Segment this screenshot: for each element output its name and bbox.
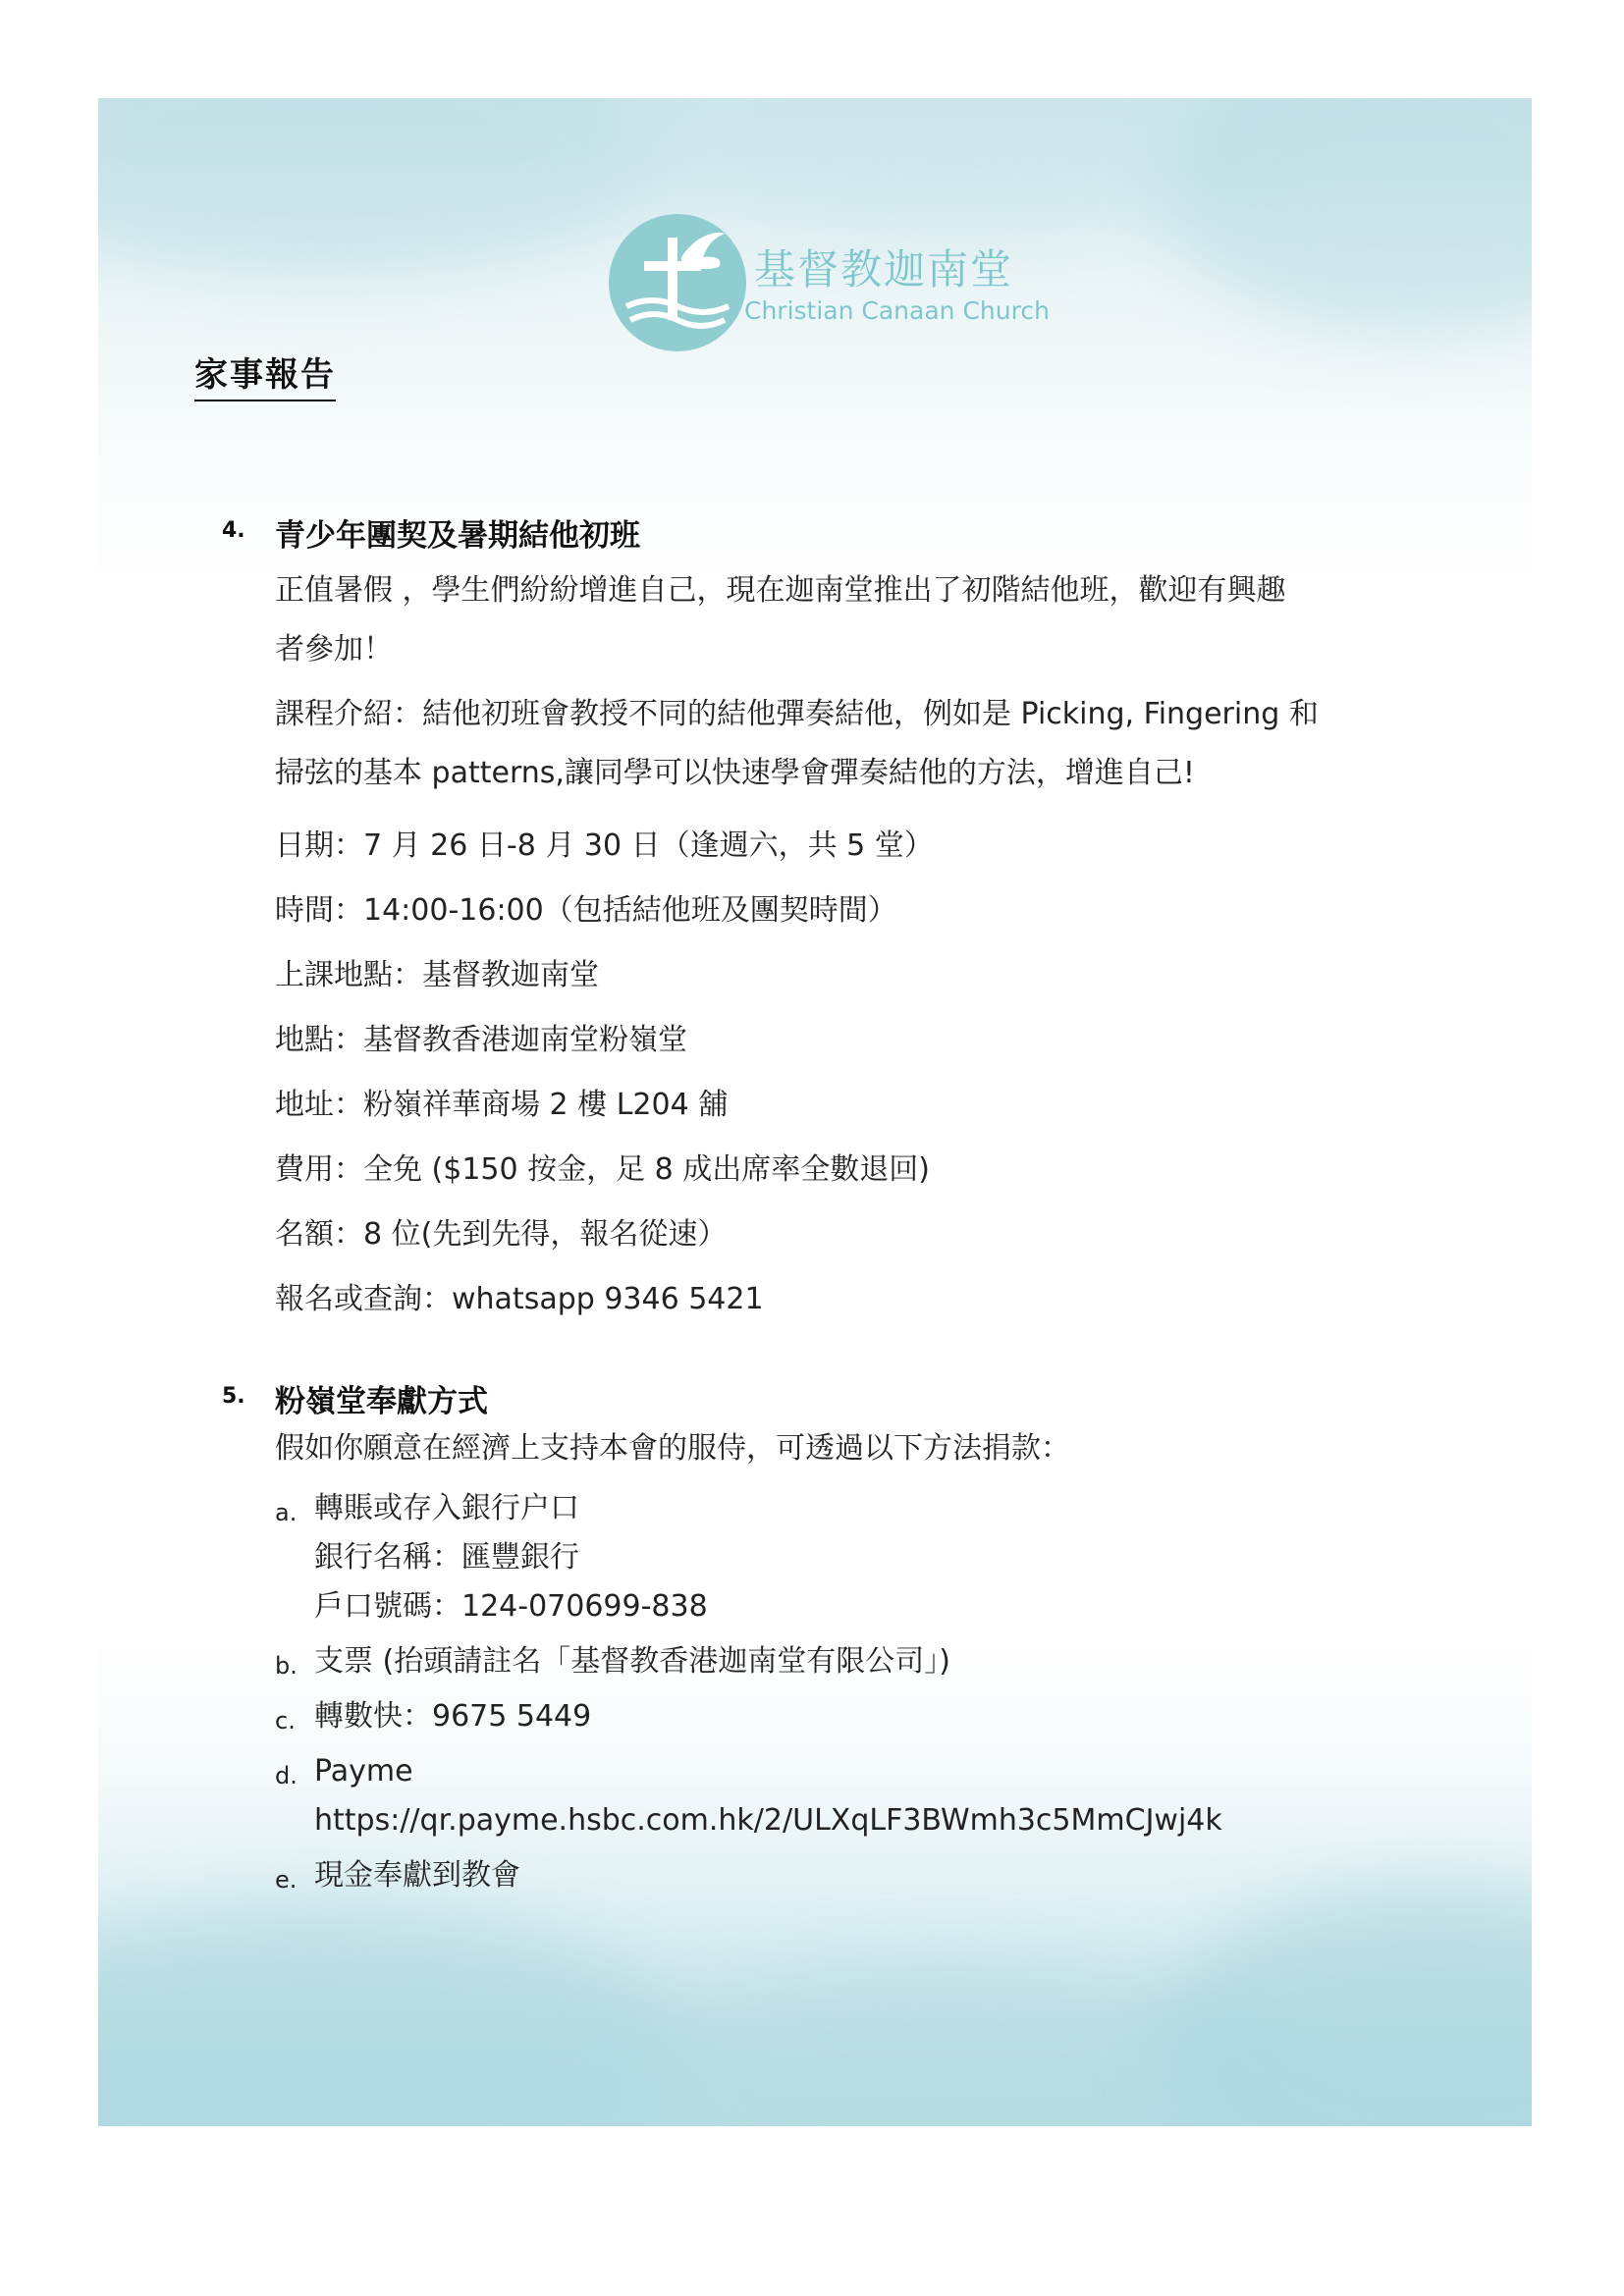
course-line: 掃弦的基本 patterns,讓同學可以快速學會彈奏結他的方法，增進自己!	[275, 756, 1195, 790]
enquiry-line: 報名或查詢：whatsapp 9346 5421	[275, 1282, 764, 1316]
list-marker: a.	[275, 1499, 298, 1526]
course-paragraph	[222, 685, 1459, 803]
list-item-line: 現金奉獻到教會	[314, 1858, 520, 1893]
class-venue-line: 上課地點：基督教迦南堂	[275, 958, 599, 992]
section-offering	[222, 1376, 1459, 1900]
intro-line: 正值暑假 ，學生們紛紛增進自己，現在迦南堂推出了初階結他班，歡迎有興趣	[275, 573, 1286, 608]
logo-emblem	[609, 214, 746, 351]
time-line: 時間：14:00-16:00（包括結他班及團契時間）	[275, 893, 897, 928]
list-marker: b.	[275, 1652, 298, 1680]
page-heading: 家事報告	[194, 347, 336, 401]
list-item	[222, 1692, 1459, 1741]
section-number: 5.	[222, 1384, 245, 1409]
list-item	[222, 1637, 1459, 1686]
cross-dove-icon	[609, 214, 746, 351]
section-title	[222, 510, 1459, 556]
announcement-page	[98, 98, 1532, 2126]
watercolor-wash	[1159, 1885, 1532, 2126]
intro-paragraph	[222, 561, 1459, 679]
date-line: 日期：7 月 26 日-8 月 30 日（逢週六，共 5 堂）	[275, 828, 934, 863]
list-item	[222, 1484, 1459, 1631]
section-title	[222, 1376, 1459, 1421]
church-logo	[609, 214, 1050, 351]
list-marker: e.	[275, 1866, 298, 1894]
offering-intro: 假如你願意在經濟上支持本會的服侍，可透過以下方法捐款：	[275, 1431, 1070, 1466]
list-marker: d.	[275, 1762, 298, 1789]
list-item-line: 轉數快：9675 5449	[314, 1699, 592, 1734]
watercolor-wash	[98, 98, 668, 275]
list-item-line: Payme	[314, 1754, 413, 1789]
section-number: 4.	[222, 518, 245, 543]
list-marker: c.	[275, 1707, 296, 1735]
watercolor-wash	[1159, 98, 1532, 334]
logo-name-chinese: 基督教迦南堂	[754, 245, 1014, 294]
list-item-line: 戶口號碼：124-070699-838	[314, 1589, 708, 1624]
list-item	[222, 1851, 1459, 1900]
fee-line: 費用：全免 ($150 按金，足 8 成出席率全數退回)	[275, 1152, 930, 1187]
venue-line: 地點：基督教香港迦南堂粉嶺堂	[275, 1023, 687, 1057]
list-item-line: 轉賬或存入銀行户口	[314, 1491, 579, 1525]
quota-line: 名額：8 位(先到先得，報名從速）	[275, 1217, 728, 1252]
list-item-line: 支票 (抬頭請註名「基督教香港迦南堂有限公司」)	[314, 1644, 950, 1679]
section-title-text: 粉嶺堂奉獻方式	[275, 1384, 488, 1419]
intro-line: 者參加！	[275, 632, 393, 667]
logo-name-english: Christian Canaan Church	[744, 296, 1050, 325]
course-line: 課程介紹：結他初班會教授不同的結他彈奏結他，例如是 Picking, Fingering 和	[275, 697, 1319, 731]
list-item	[222, 1747, 1459, 1845]
list-item-line: 銀行名稱：匯豐銀行	[314, 1540, 579, 1575]
watercolor-wash	[98, 1904, 687, 2126]
section-guitar-class	[222, 510, 1459, 1321]
address-line: 地址：粉嶺祥華商場 2 樓 L204 舖	[275, 1088, 729, 1122]
section-title-text: 青少年團契及暑期結他初班	[275, 518, 640, 554]
payme-link[interactable]: https://qr.payme.hsbc.com.hk/2/ULXqLF3BWmh3c5MmCJwj4k	[314, 1803, 1222, 1838]
